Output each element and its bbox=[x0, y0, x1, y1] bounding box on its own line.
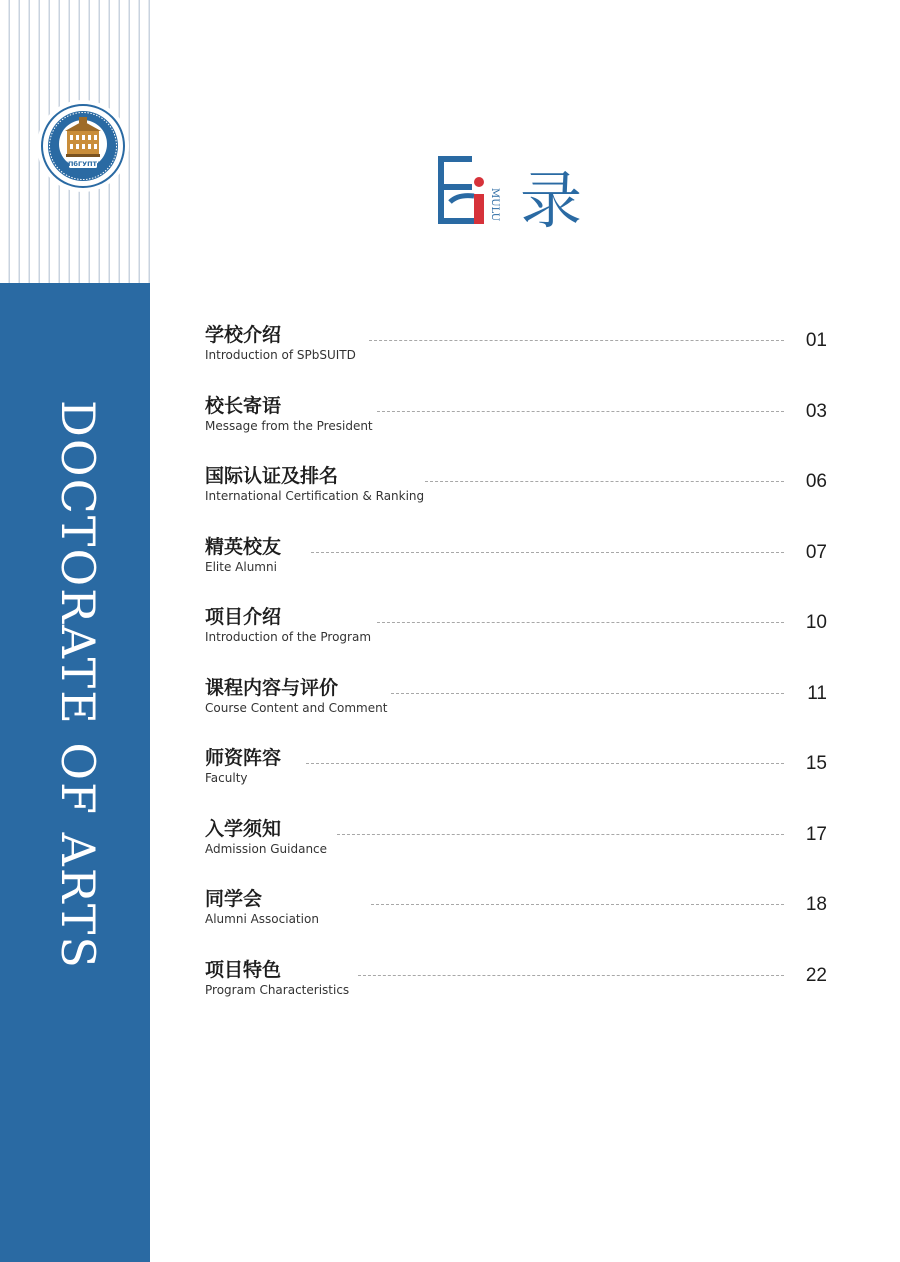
toc-leader bbox=[377, 411, 784, 412]
toc-title-cn: 精英校友 bbox=[205, 535, 282, 558]
toc-leader bbox=[425, 481, 784, 482]
toc-title-cn: 师资阵容 bbox=[205, 747, 282, 769]
toc-title-cn: 项目介绍 bbox=[205, 606, 282, 628]
toc-title-en: Admission Guidance bbox=[205, 841, 328, 856]
toc-item-course-content[interactable] bbox=[205, 675, 830, 746]
toc-title-cn: 课程内容与评价 bbox=[205, 676, 339, 699]
toc-leader bbox=[391, 693, 784, 694]
toc-page-number: 07 bbox=[805, 541, 827, 563]
toc-item-elite-alumni[interactable] bbox=[205, 534, 830, 605]
toc-title-en: Course Content and Comment bbox=[205, 700, 388, 715]
toc-item-school-intro[interactable] bbox=[205, 322, 830, 393]
toc-item-program-intro[interactable] bbox=[205, 604, 830, 675]
heading-right-char: 录 bbox=[520, 164, 583, 230]
toc-leader bbox=[311, 552, 784, 553]
toc-page-number: 17 bbox=[805, 823, 827, 845]
toc-leader bbox=[371, 904, 784, 905]
toc-title-cn: 国际认证及排名 bbox=[205, 465, 339, 487]
sidebar bbox=[0, 0, 150, 1262]
toc-title-cn: 入学须知 bbox=[205, 817, 282, 840]
toc-title-en: Introduction of the Program bbox=[205, 630, 372, 644]
toc-page-number: 11 bbox=[807, 682, 827, 704]
toc-page-number: 18 bbox=[805, 894, 827, 915]
university-seal-icon bbox=[37, 100, 129, 192]
toc-page-number: 06 bbox=[805, 471, 827, 492]
toc-leader bbox=[337, 834, 784, 835]
toc-page-number: 10 bbox=[805, 612, 827, 633]
table-of-contents bbox=[205, 322, 830, 1027]
university-logo bbox=[37, 100, 129, 192]
toc-title-en: International Certification & Ranking bbox=[205, 489, 425, 503]
toc-item-certification-ranking[interactable] bbox=[205, 463, 830, 534]
logo-text: СПбГУПТД bbox=[63, 160, 103, 168]
toc-title-cn: 学校介绍 bbox=[205, 324, 282, 346]
toc-page-number: 15 bbox=[805, 753, 827, 774]
toc-title-cn: 同学会 bbox=[205, 888, 263, 910]
toc-title-en: Message from the President bbox=[205, 418, 373, 433]
toc-title-en: Alumni Association bbox=[205, 912, 319, 926]
contents-heading bbox=[436, 150, 586, 230]
toc-title-cn: 校长寄语 bbox=[205, 394, 282, 417]
toc-title-en: Program Characteristics bbox=[205, 982, 350, 997]
toc-item-president-message[interactable] bbox=[205, 393, 830, 464]
toc-leader bbox=[358, 975, 784, 976]
toc-item-faculty[interactable] bbox=[205, 745, 830, 816]
toc-leader bbox=[306, 763, 784, 764]
toc-leader bbox=[377, 622, 784, 623]
heading-small-label: MULU bbox=[489, 188, 500, 222]
toc-page-number: 01 bbox=[805, 330, 827, 351]
toc-page-number: 22 bbox=[805, 964, 827, 986]
toc-leader bbox=[369, 340, 784, 341]
toc-item-program-characteristics[interactable] bbox=[205, 957, 830, 1028]
toc-item-alumni-association[interactable] bbox=[205, 886, 830, 957]
toc-title-en: Introduction of SPbSUITD bbox=[205, 348, 356, 362]
contents-heading-graphic bbox=[436, 150, 586, 230]
vertical-title: DOCTORATE OF ARTS bbox=[51, 400, 105, 970]
toc-item-admission-guidance[interactable] bbox=[205, 816, 830, 887]
toc-title-cn: 项目特色 bbox=[205, 958, 282, 981]
toc-title-en: Faculty bbox=[205, 771, 248, 785]
toc-title-en: Elite Alumni bbox=[205, 559, 277, 574]
toc-page-number: 03 bbox=[805, 400, 827, 422]
